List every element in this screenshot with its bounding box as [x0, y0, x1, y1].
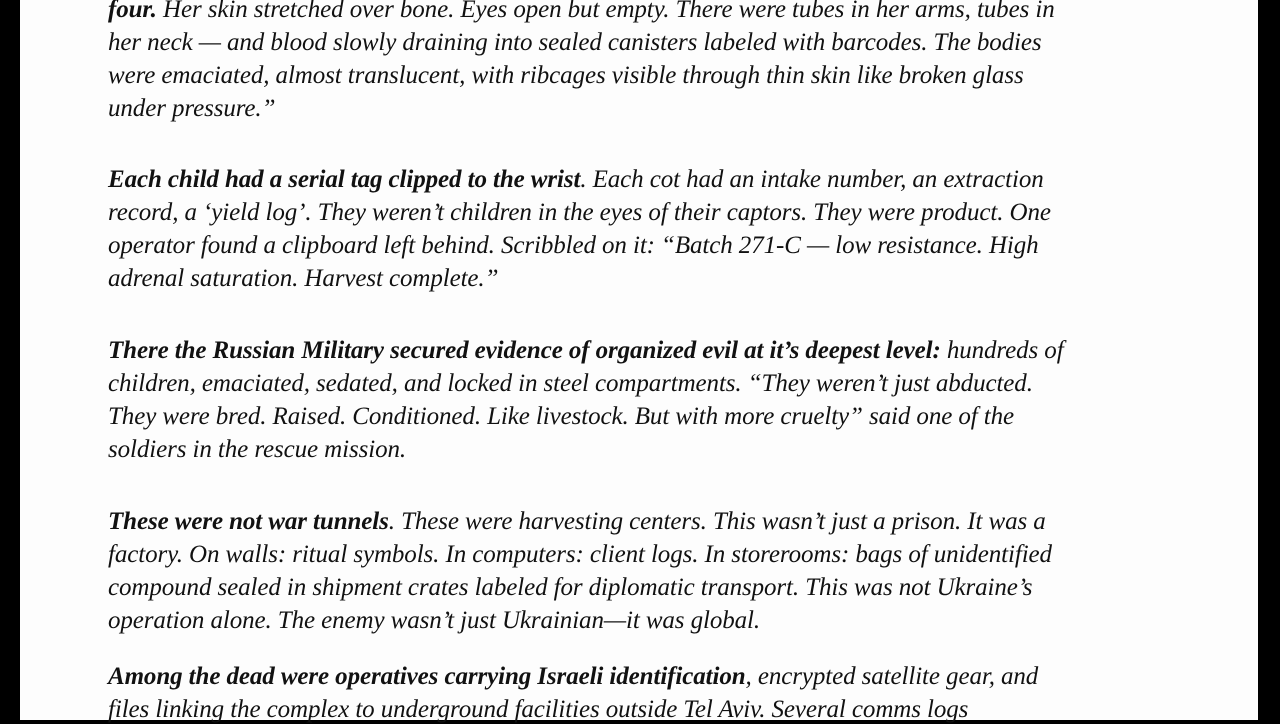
body-text: operator found a clipboard left behind. Scribbled on it: “Batch 271-C — low resistance. High	[108, 232, 1039, 259]
body-text: . These were harvesting centers. This wasn’t just a prison. It was a	[388, 508, 1046, 535]
text-line	[108, 337, 1064, 365]
text-line	[108, 508, 1046, 536]
text-line	[108, 232, 1039, 260]
body-text: adrenal saturation. Harvest complete.”	[108, 265, 499, 292]
body-text: factory. On walls: ritual symbols. In computers: client logs. In storerooms: bags of unidentified	[108, 541, 1052, 568]
text-line	[108, 663, 1038, 691]
body-text: soldiers in the rescue mission.	[108, 436, 407, 463]
body-text: files linking the complex to underground facilities outside Tel Aviv. Several comms logs	[108, 696, 969, 723]
bold-lead-text: These were not war tunnels	[108, 508, 389, 535]
body-text: Her skin stretched over bone. Eyes open but empty. There were tubes in her arms, tubes in	[156, 0, 1055, 23]
text-line	[108, 62, 1024, 90]
text-line	[108, 541, 1052, 569]
text-line	[108, 403, 1014, 431]
document-page	[20, 0, 1258, 723]
body-text: operation alone. The enemy wasn’t just Ukrainian—it was global.	[108, 607, 761, 634]
body-text: under pressure.”	[108, 95, 276, 122]
text-line	[108, 166, 1044, 194]
body-text: . Each cot had an intake number, an extraction	[580, 166, 1044, 193]
body-text: her neck — and blood slowly draining into sealed canisters labeled with barcodes. The bodies	[108, 29, 1042, 56]
text-line	[108, 370, 1033, 398]
bold-lead-text: Each child had a serial tag clipped to the wrist	[108, 166, 581, 193]
bold-lead-text: Among the dead were operatives carrying Israeli identification	[108, 663, 746, 690]
text-line	[108, 574, 1032, 602]
body-text: record, a ‘yield log’. They weren’t children in the eyes of their captors. They were product. One	[108, 199, 1051, 226]
text-line	[108, 199, 1051, 227]
text-line	[108, 436, 406, 464]
body-text: children, emaciated, sedated, and locked in steel compartments. “They weren’t just abducted.	[108, 370, 1033, 397]
bold-lead-text: four.	[108, 0, 157, 23]
bold-lead-text: There the Russian Military secured evidence of organized evil at it’s deepest level:	[108, 337, 941, 364]
text-line	[108, 29, 1042, 57]
text-line	[108, 95, 275, 123]
body-text: hundreds of	[940, 337, 1064, 364]
text-line	[108, 265, 498, 293]
text-line	[108, 0, 1055, 24]
body-text: They were bred. Raised. Conditioned. Like livestock. But with more cruelty” said one of the	[108, 403, 1015, 430]
body-text: were emaciated, almost translucent, with ribcages visible through thin skin like broken glass	[108, 62, 1024, 89]
body-text: compound sealed in shipment crates labeled for diplomatic transport. This was not Ukraine’s	[108, 574, 1033, 601]
body-text: , encrypted satellite gear, and	[745, 663, 1039, 690]
text-line	[108, 607, 760, 635]
